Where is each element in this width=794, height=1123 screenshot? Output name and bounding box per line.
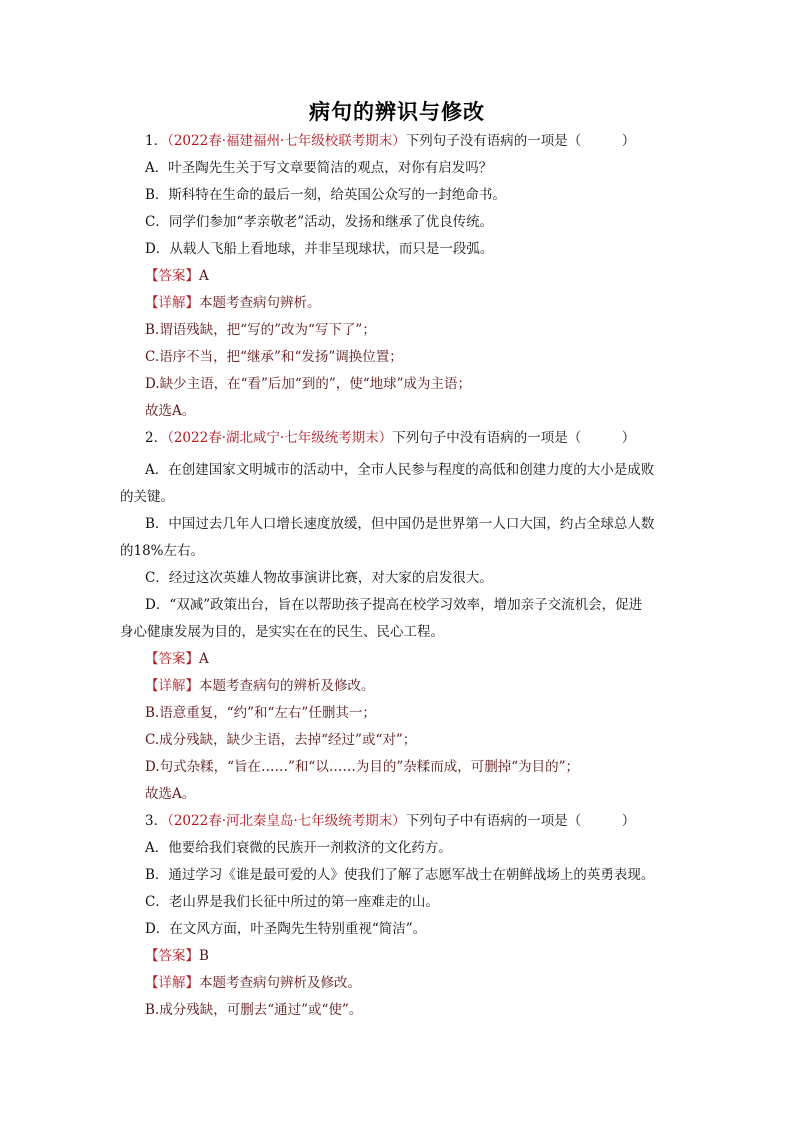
question-source: （2022春·湖北咸宁·七年级统考期末）	[167, 430, 393, 446]
detail-line	[145, 293, 685, 313]
option-d: D．在文风方面，叶圣陶先生特别重视“简洁”。	[145, 921, 427, 937]
conclusion: 故选A。	[145, 403, 196, 419]
question-number: 2．	[145, 430, 168, 446]
option-b: B．通过学习《谁是最可爱的人》使我们了解了志愿军战士在朝鲜战场上的英勇表现。	[145, 867, 655, 883]
answer-line	[145, 649, 685, 669]
answer-line	[145, 266, 685, 286]
question-number: 1．	[145, 133, 168, 149]
option-c: C．老山界是我们长征中所过的第一座难走的山。	[145, 894, 439, 910]
conclusion: 故选A。	[145, 786, 196, 802]
answer-line	[145, 946, 685, 966]
detail-note: B.谓语残缺，把“写的”改为“写下了”；	[145, 322, 376, 338]
option-d-line-1: D．“双减”政策出台，旨在以帮助孩子提高在校学习效率，增加亲子交流机会，促进	[145, 597, 643, 613]
option-b: B．斯科特在生命的最后一刻，给英国公众写的一封绝命书。	[145, 187, 506, 203]
detail-note: D.句式杂糅，“旨在……”和“以……为目的”杂糅而成，可删掉“为目的”；	[145, 759, 580, 775]
option-a-line-2: 的关键。	[120, 489, 174, 505]
question-prompt: 下列句子中没有语病的一项是（ ）	[392, 430, 636, 446]
answer-value: A	[199, 651, 209, 667]
detail-text: 本题考查病句辨析。	[199, 295, 321, 311]
option-d-line-2: 身心健康发展为目的，是实实在在的民生、民心工程。	[120, 624, 444, 640]
detail-note: C.语序不当，把“继承”和“发扬”调换位置；	[145, 349, 403, 365]
page-title: 病句的辨识与修改	[309, 100, 485, 124]
option-a-line-1: A．在创建国家文明城市的活动中，全市人民参与程度的高低和创建力度的大小是成败	[145, 462, 655, 478]
question-source: （2022春·福建福州·七年级校联考期末）	[167, 133, 406, 149]
option-a: A．叶圣陶先生关于写文章要简洁的观点，对你有启发吗？	[145, 160, 493, 176]
question-source: （2022春·河北秦皇岛·七年级统考期末）	[167, 813, 406, 829]
option-d: D．从载人飞船上看地球，并非呈现球状，而只是一段弧。	[145, 241, 494, 257]
detail-line	[145, 676, 685, 696]
answer-label: 【答案】	[145, 651, 199, 667]
detail-label: 【详解】	[145, 975, 199, 991]
question-3-stem	[145, 811, 685, 831]
detail-note: C.成分残缺，缺少主语，去掉“经过”或“对”；	[145, 732, 417, 748]
question-1-stem	[145, 131, 685, 151]
question-prompt: 下列句子没有语病的一项是（ ）	[405, 133, 636, 149]
option-b-line-2: 的18%左右。	[120, 543, 205, 559]
option-b-line-1: B．中国过去几年人口增长速度放缓，但中国仍是世界第一人口大国，约占全球总人数	[145, 516, 655, 532]
detail-line	[145, 973, 685, 993]
option-a: A．他要给我们衰微的民族开一剂救济的文化药方。	[145, 840, 452, 856]
answer-label: 【答案】	[145, 268, 199, 284]
detail-text: 本题考查病句的辨析及修改。	[199, 678, 375, 694]
detail-note: B.成分残缺，可删去“通过”或“使”。	[145, 1002, 363, 1018]
answer-value: B	[199, 948, 209, 964]
question-prompt: 下列句子中有语病的一项是（ ）	[405, 813, 636, 829]
detail-text: 本题考查病句辨析及修改。	[199, 975, 361, 991]
option-c: C．同学们参加“孝亲敬老”活动，发扬和继承了优良传统。	[145, 214, 494, 230]
question-number: 3．	[145, 813, 168, 829]
question-2-stem	[145, 428, 685, 448]
option-c: C．经过这次英雄人物故事演讲比赛，对大家的启发很大。	[145, 570, 493, 586]
answer-value: A	[199, 268, 209, 284]
detail-label: 【详解】	[145, 678, 199, 694]
detail-label: 【详解】	[145, 295, 199, 311]
answer-label: 【答案】	[145, 948, 199, 964]
detail-note: D.缺少主语，在“看”后加“到的”，使“地球”成为主语；	[145, 376, 472, 392]
detail-note: B.语意重复，“约”和“左右”任删其一；	[145, 705, 376, 721]
